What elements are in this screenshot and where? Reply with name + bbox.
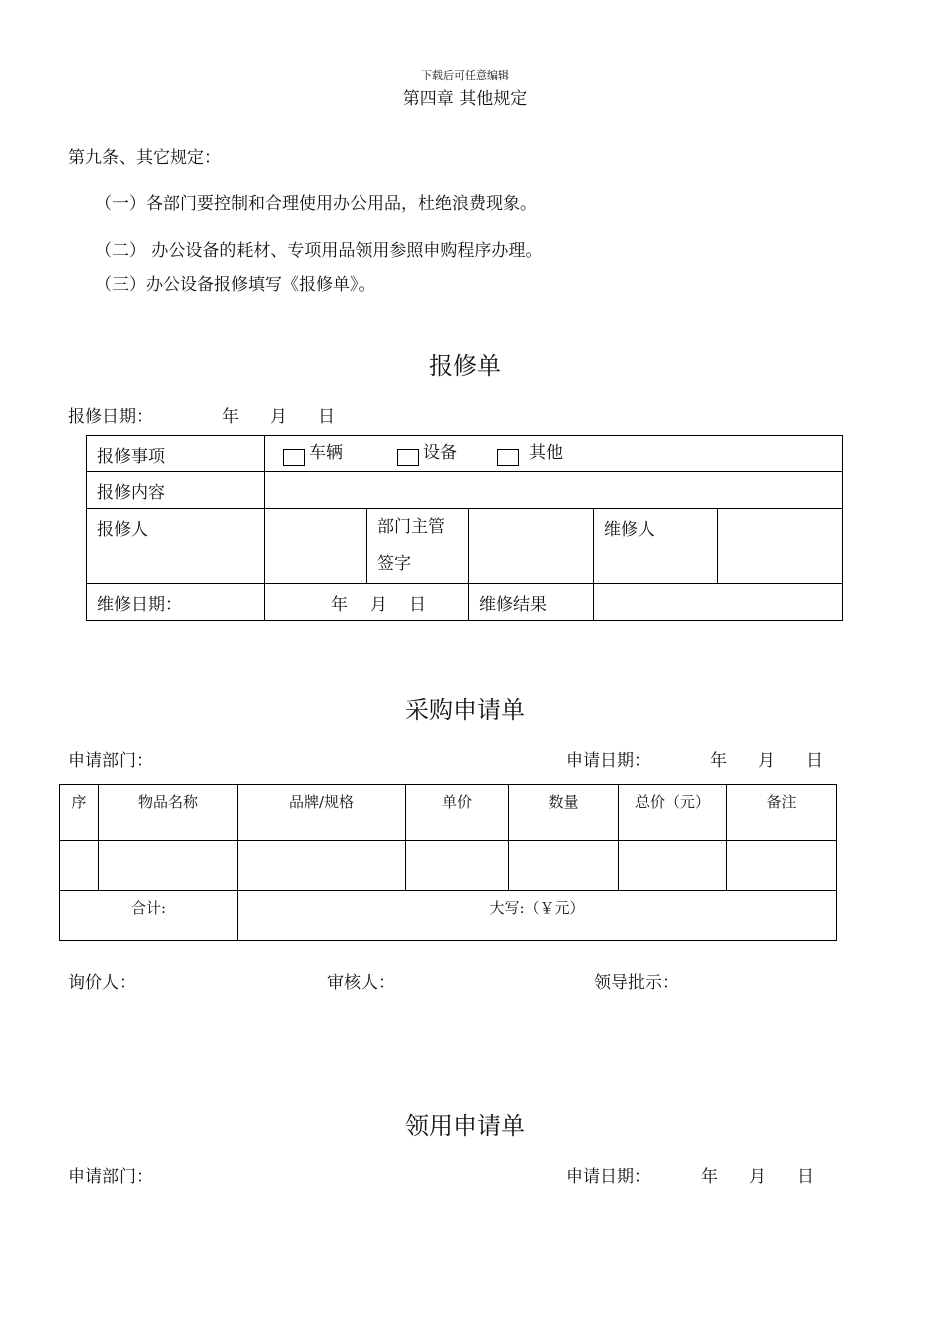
repair-date-label: 报修日期： — [68, 407, 153, 427]
repair-date-day: 日 — [318, 407, 335, 427]
requisition-dept-label: 申请部门： — [68, 1167, 153, 1187]
col-header-unit-price: 单价 — [406, 785, 509, 841]
repair-date-year-unit: 年 — [331, 595, 348, 615]
option-other-label: 其他 — [529, 443, 563, 463]
purchase-table — [59, 784, 837, 941]
purchase-total-row — [60, 891, 837, 941]
repair-repairer-field[interactable] — [718, 509, 843, 584]
purchase-date-year: 年 — [710, 751, 727, 771]
reviewer-label: 审核人： — [327, 973, 395, 993]
cell-index[interactable] — [60, 841, 99, 891]
checkbox-icon[interactable] — [497, 449, 519, 466]
repair-form-title: 报修单 — [429, 352, 501, 380]
col-header-notes: 备注 — [727, 785, 837, 841]
chapter-title: 第四章 其他规定 — [402, 89, 528, 109]
total-label: 合计: — [60, 891, 238, 941]
requisition-date-year: 年 — [701, 1167, 718, 1187]
purchase-header-row — [60, 785, 837, 841]
repair-result-label: 维修结果 — [469, 584, 594, 621]
article-heading: 第九条、其它规定： — [68, 148, 221, 168]
article-item-3: （三）办公设备报修填写《报修单》。 — [95, 275, 376, 295]
repair-item-label: 报修事项 — [87, 436, 265, 472]
cell-notes[interactable] — [727, 841, 837, 891]
capital-amount-field[interactable]: 大写:（￥元） — [238, 891, 837, 941]
repair-content-field[interactable] — [265, 472, 843, 509]
col-header-brand: 品牌/规格 — [238, 785, 406, 841]
repair-supervisor-field[interactable] — [469, 509, 594, 584]
purchase-date-day: 日 — [806, 751, 823, 771]
repair-date-day-unit: 日 — [409, 595, 426, 615]
repair-row-item — [87, 436, 843, 472]
article-item-2: （二） 办公设备的耗材、专项用品领用参照申购程序办理。 — [95, 241, 543, 261]
supervisor-label-line2: 签字 — [377, 554, 411, 574]
option-vehicle-label: 车辆 — [309, 443, 343, 463]
repair-date-month: 月 — [270, 407, 287, 427]
supervisor-label-line1: 部门主管 — [377, 517, 445, 537]
col-header-index: 序 — [60, 785, 99, 841]
repair-date-month-unit: 月 — [370, 595, 387, 615]
repair-row-date — [87, 584, 843, 621]
table-row — [60, 841, 837, 891]
requisition-form-title: 领用申请单 — [405, 1112, 525, 1140]
cell-total[interactable] — [619, 841, 727, 891]
checkbox-icon[interactable] — [397, 449, 419, 466]
repair-reporter-field[interactable] — [265, 509, 367, 584]
repair-repair-date-label: 维修日期： — [87, 584, 265, 621]
col-header-quantity: 数量 — [509, 785, 619, 841]
repair-row-content — [87, 472, 843, 509]
inquirer-label: 询价人： — [68, 973, 136, 993]
cell-item-name[interactable] — [99, 841, 238, 891]
col-header-item-name: 物品名称 — [99, 785, 238, 841]
purchase-dept-label: 申请部门： — [68, 751, 153, 771]
requisition-date-day: 日 — [797, 1167, 814, 1187]
repair-repair-date-field[interactable] — [265, 584, 469, 621]
repair-date-year: 年 — [222, 407, 239, 427]
requisition-date-label: 申请日期： — [566, 1167, 651, 1187]
watermark-text: 下载后可任意编辑 — [421, 69, 509, 82]
col-header-total: 总价（元） — [619, 785, 727, 841]
repair-content-label: 报修内容 — [87, 472, 265, 509]
article-item-1: （一）各部门要控制和合理使用办公用品，杜绝浪费现象。 — [95, 194, 537, 214]
purchase-form-title: 采购申请单 — [405, 696, 525, 724]
requisition-date-month: 月 — [749, 1167, 766, 1187]
repair-result-field[interactable] — [594, 584, 843, 621]
option-other[interactable] — [497, 438, 563, 466]
purchase-date-month: 月 — [758, 751, 775, 771]
leader-label: 领导批示： — [594, 973, 679, 993]
repair-table — [86, 435, 843, 621]
repair-repairer-label: 维修人 — [594, 509, 718, 584]
cell-unit-price[interactable] — [406, 841, 509, 891]
cell-brand[interactable] — [238, 841, 406, 891]
repair-supervisor-label — [367, 509, 469, 584]
cell-quantity[interactable] — [509, 841, 619, 891]
option-vehicle[interactable] — [283, 438, 397, 466]
repair-row-people — [87, 509, 843, 584]
option-equipment-label: 设备 — [423, 443, 457, 463]
option-equipment[interactable] — [397, 438, 497, 466]
repair-reporter-label: 报修人 — [87, 509, 265, 584]
checkbox-icon[interactable] — [283, 449, 305, 466]
purchase-date-label: 申请日期： — [566, 751, 651, 771]
repair-item-options — [265, 436, 843, 472]
